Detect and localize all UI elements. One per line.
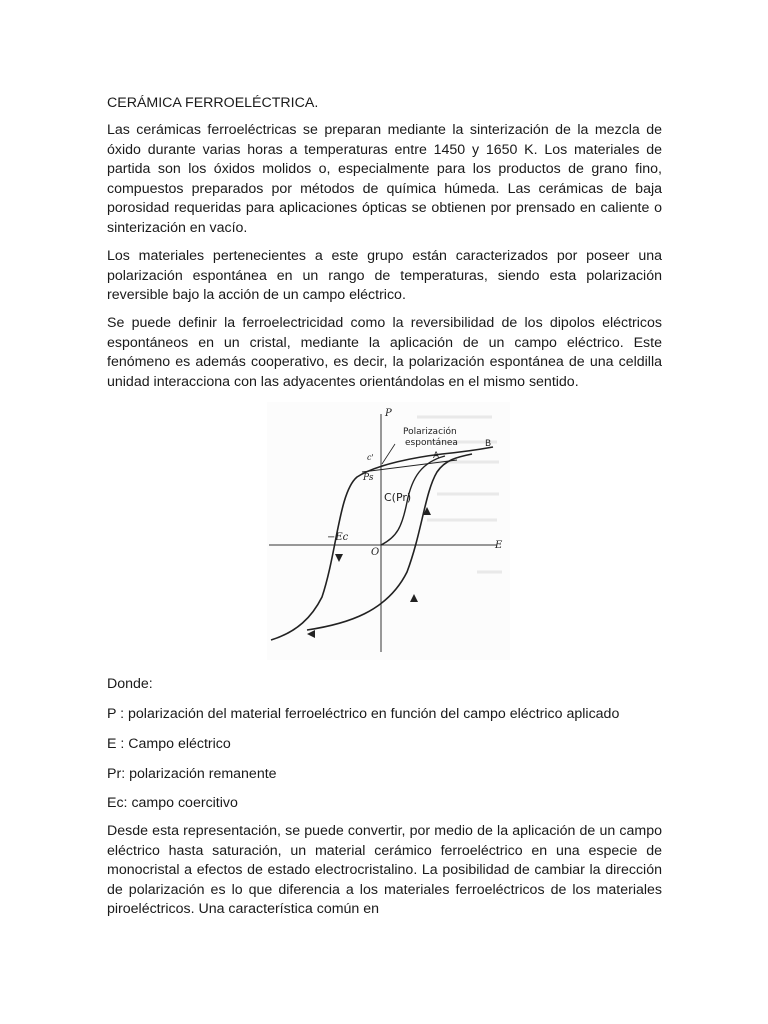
definitions-intro: Donde: xyxy=(107,676,153,692)
label-origin: O xyxy=(371,547,380,558)
definition-p: P : polarización del material ferroeléctrico en función del campo eléctrico aplicado xyxy=(107,706,620,722)
arrow-left-bottom xyxy=(307,630,315,638)
definition-ec: Ec: campo coercitivo xyxy=(107,795,238,811)
label-c-prime: c' xyxy=(367,453,374,462)
paragraph-closing: Desde esta representación, se puede convertir, por medio de la aplicación de un campo eléctrico hasta saturación, un material cerámico ferroeléctrico en una especie de monocristal a efectos de estado electrocristalino. La posibilidad de cambiar la dirección de polarización es lo que diferencia a los materiales ferroeléctricos de los materiales piroeléctricos. Una característica común en xyxy=(107,823,662,918)
document-title: CERÁMICA FERROELÉCTRICA. xyxy=(107,95,319,111)
paragraph-spontaneous-polarization: Los materiales pertenecientes a este grupo están caracterizados por poseer una polarización espontánea en un rango de temperaturas, siendo esta polarización reversible bajo la acción de un campo eléctrico. xyxy=(107,248,662,304)
label-b: B xyxy=(485,439,492,449)
paragraph-preparation: Las cerámicas ferroeléctricas se preparan mediante la sinterización de la mezcla de óxido durante varias horas a temperaturas entre 1450 y 1650 K. Los materiales de partida son los óxidos molidos o, especialmente para los productos de grano fino, compuestos preparados por métodos de química húmeda. Las cerámicas de baja porosidad requeridas para aplicaciones ópticas se obtienen por prensado en caliente o sinterización en vacío. xyxy=(107,122,662,236)
label-e-axis: E xyxy=(495,540,503,551)
label-polarization: Polarización xyxy=(403,427,457,437)
label-spontaneous: espontánea xyxy=(405,438,458,448)
label-ps: Ps xyxy=(363,473,374,483)
definition-e: E : Campo eléctrico xyxy=(107,736,231,752)
arrow-down-left xyxy=(335,554,343,562)
hysteresis-loop-diagram xyxy=(267,402,510,660)
arrow-up-lower xyxy=(410,594,418,602)
label-a: A xyxy=(433,451,440,461)
label-ec: −Ec xyxy=(327,532,349,543)
definition-pr: Pr: polarización remanente xyxy=(107,766,277,782)
paragraph-ferroelectricity-definition: Se puede definir la ferroelectricidad como la reversibilidad de los dipolos eléctricos espontáneos en un cristal, mediante la aplicación de un campo eléctrico. Este fenómeno es además cooperativo, es decir, la polarización espontánea de una celdilla unidad interacciona con las adyacentes orientándolas en el mismo sentido. xyxy=(107,315,662,390)
hysteresis-figure xyxy=(267,402,510,660)
label-leader xyxy=(382,444,395,464)
loop-upper-branch xyxy=(271,447,493,640)
label-p-axis: P xyxy=(385,408,392,419)
label-c-pr: C(Pr) xyxy=(384,491,412,504)
